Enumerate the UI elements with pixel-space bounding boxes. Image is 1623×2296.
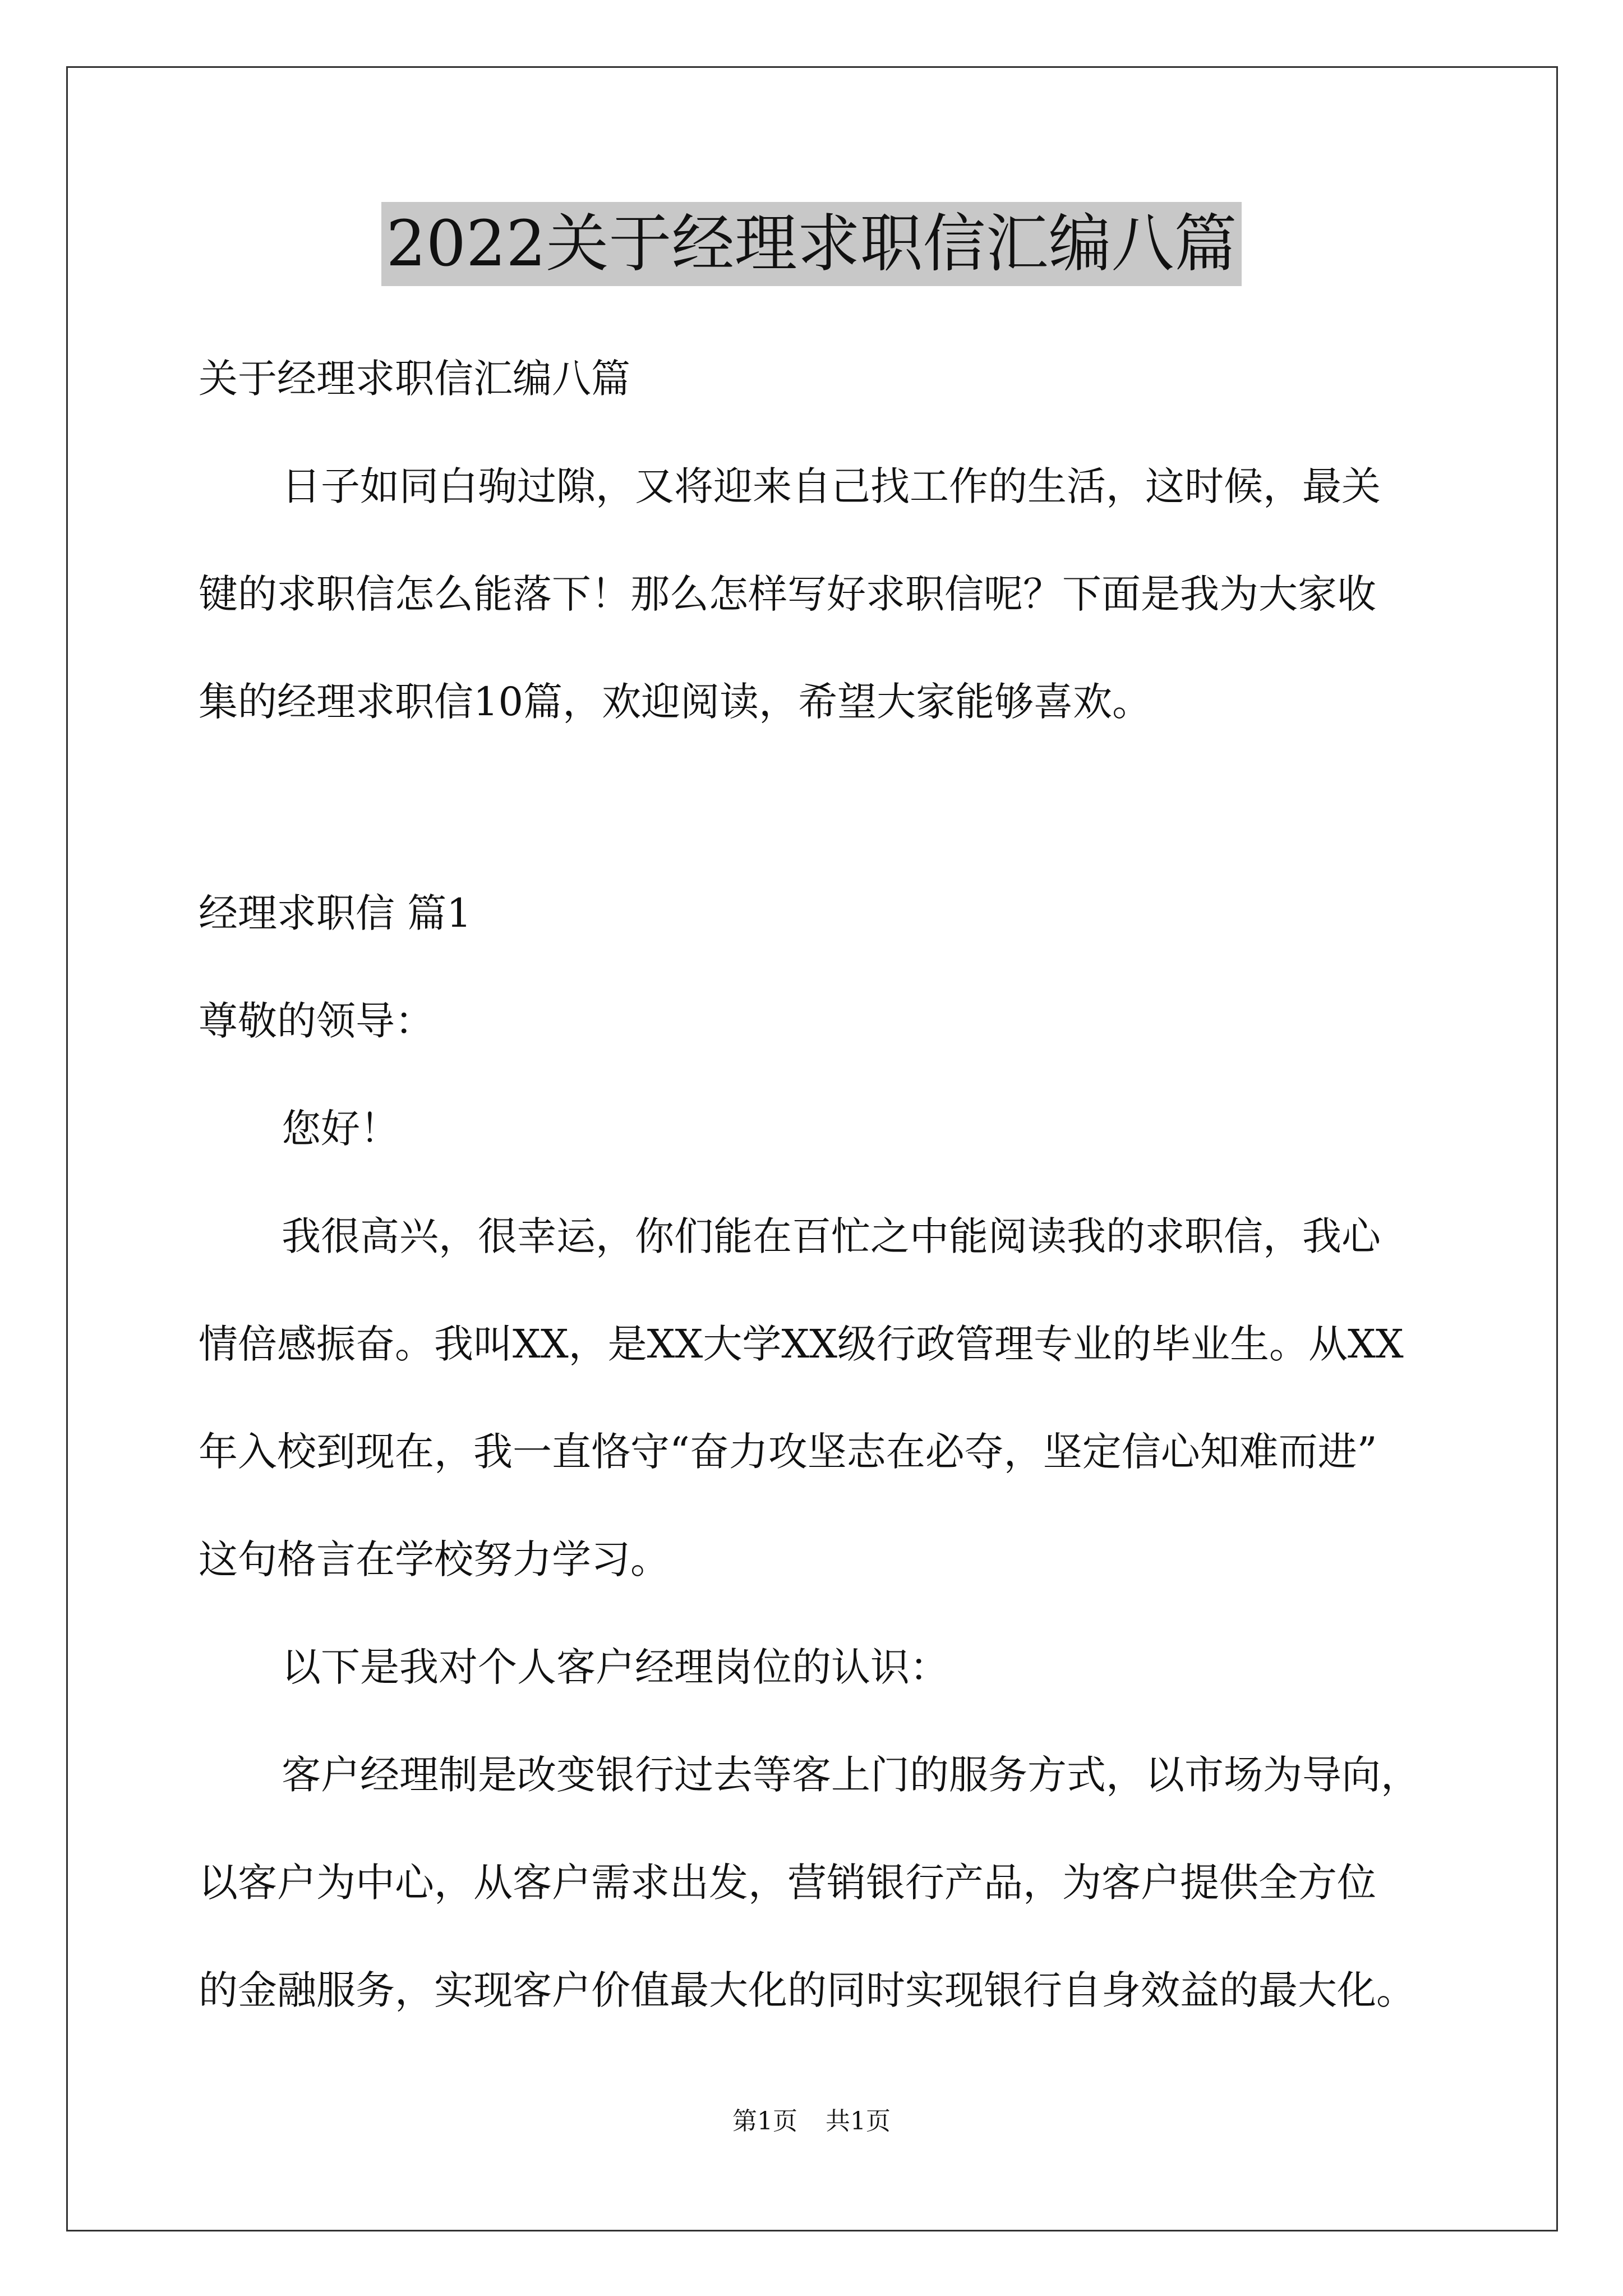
body-line-4: 这句格言在学校努力学习。 xyxy=(199,1536,670,1582)
intro-line-1: 日子如同白驹过隙，又将迎来自己找工作的生活，这时候，最关 xyxy=(282,463,1381,509)
body-line-7: 以客户为中心，从客户需求出发，营销银行产品，为客户提供全方位 xyxy=(199,1860,1376,1906)
body-line-2: 情倍感振奋。我叫XX，是XX大学XX级行政管理专业的毕业生。从XX xyxy=(199,1321,1404,1367)
document-subtitle: 关于经理求职信汇编八篇 xyxy=(199,356,630,402)
intro-line-3: 集的经理求职信10篇，欢迎阅读，希望大家能够喜欢。 xyxy=(199,679,1152,725)
document-title: 2022关于经理求职信汇编八篇 xyxy=(381,202,1241,286)
intro-line-2: 键的求职信怎么能落下！那么怎样写好求职信呢？下面是我为大家收 xyxy=(199,571,1376,617)
title-container xyxy=(0,202,1623,286)
body-line-6: 客户经理制是改变银行过去等客上门的服务方式，以市场为导向， xyxy=(282,1752,1420,1798)
page-footer xyxy=(0,2105,1623,2138)
page-number-total: 共1页 xyxy=(826,2107,891,2136)
body-line-8: 的金融服务，实现客户价值最大化的同时实现银行自身效益的最大化。 xyxy=(199,1967,1415,2013)
greeting: 您好！ xyxy=(282,1106,399,1152)
body-line-3: 年入校到现在，我一直恪守“奋力攻坚志在必夺，坚定信心知难而进” xyxy=(199,1429,1377,1475)
page-number-current: 第1页 xyxy=(732,2107,797,2136)
body-line-1: 我很高兴，很幸运，你们能在百忙之中能阅读我的求职信，我心 xyxy=(282,1213,1381,1259)
salutation: 尊敬的领导： xyxy=(199,998,434,1044)
body-line-5: 以下是我对个人客户经理岗位的认识： xyxy=(282,1644,949,1690)
section-heading: 经理求职信 篇1 xyxy=(199,890,472,936)
